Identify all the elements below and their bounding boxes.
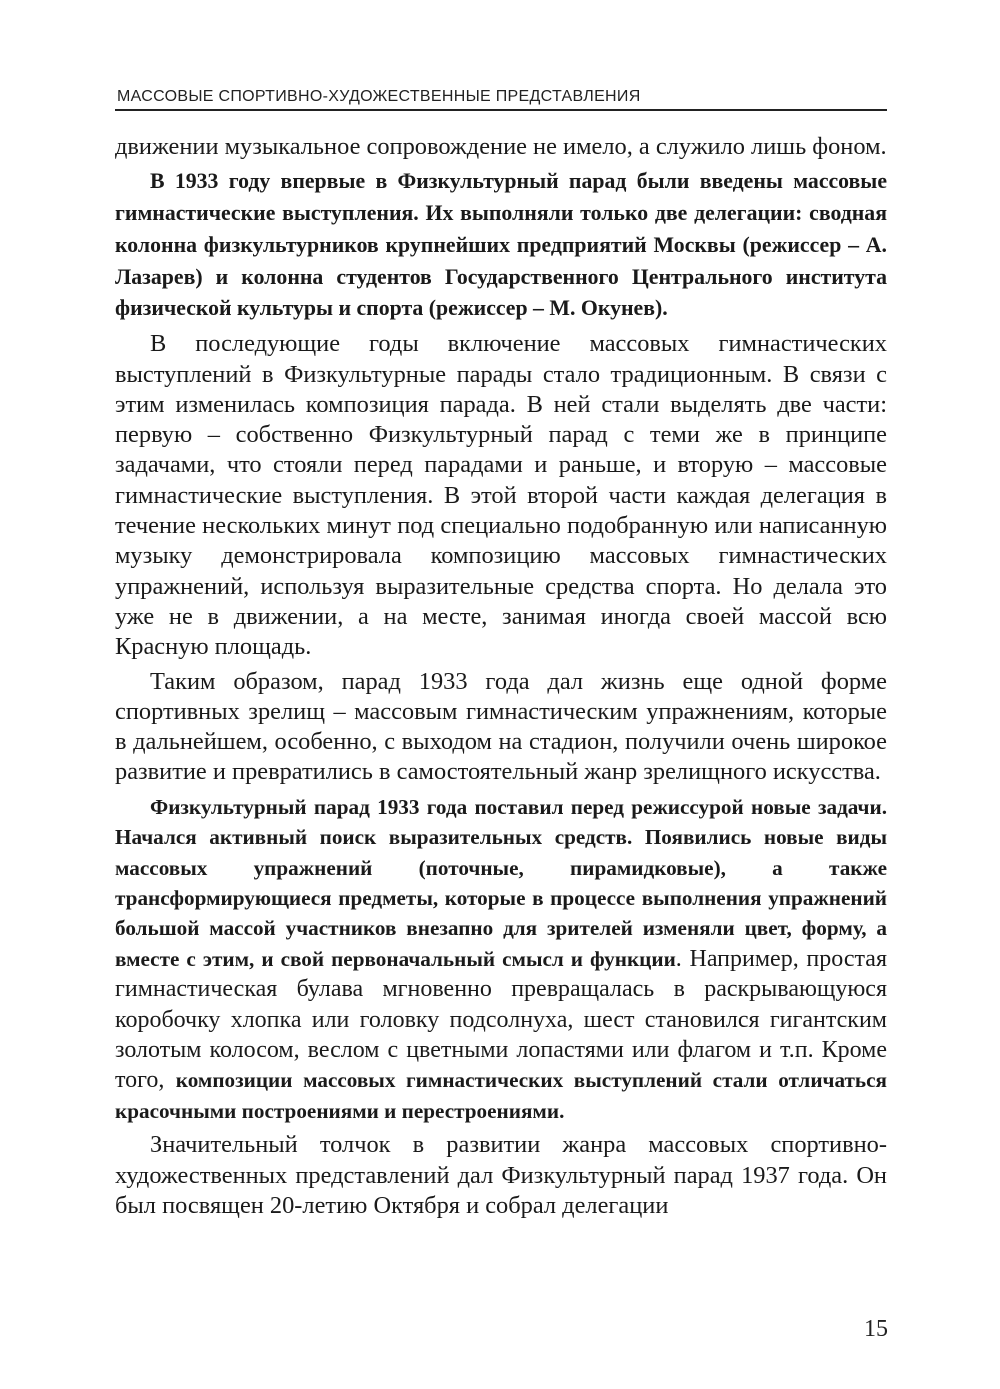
paragraph-5-bold-part-2: композиции массовых гимнастических выступлений стали отличаться красочными построениями и перестроениями. — [115, 1068, 888, 1123]
paragraph-6: Значительный толчок в развитии жанра массовых спортивно-художественных представлений дал Физкультурный парад 1937 года. Он был посвящен 20-летию Октября и собрал делегации — [115, 1131, 887, 1219]
running-header: МАССОВЫЕ СПОРТИВНО-ХУДОЖЕСТВЕННЫЕ ПРЕДСТАВЛЕНИЯ — [117, 88, 641, 105]
paragraph-3: В последующие годы включение массовых гимнастических выступлений в Физкультурные парады стало традиционным. В связи с этим изменилась композиция парада. В ней стали выделять две части: первую – собственно Физкультурный парад с теми же в принципе задачами, что стояли перед парадами и раньше, и вторую – массовые гимнастические выступления. В этой второй части каждая делегация в течение нескольких минут под специально подобранную или написанную музыку демонстрировала композицию массовых гимнастических упражнений, используя выразительные средства спорта. Но делала это уже не в движении, а на месте, занимая иногда своей массой всю Красную площадь. — [115, 330, 887, 661]
paragraph-2: В 1933 году впервые в Физкультурный парад были введены массовые гимнастические выступления. Их выполняли только две делегации: сводная колонна физкультурников крупнейших предприятий Москвы (режиссер – А. Лазарев) и колонна студентов Государственного Центрального института физической культуры и спорта (режиссер – М. Окунев). — [115, 169, 887, 321]
body-text — [115, 132, 887, 1221]
paragraph-5-regular-part: . Например, простая гимнастическая булава мгновенно превращалась в раскрывающуюся коробочку хлопка или головку подсолнуха, шест становился гигантским золотым колосом, веслом с цветными лопастями или флагом и т.п. Кроме того, — [115, 945, 887, 1094]
header-rule — [115, 109, 887, 111]
page-number: 15 — [864, 1316, 888, 1342]
paragraph-5-bold-part-1: Физкультурный парад 1933 года поставил перед режиссурой новые задачи. Начался активный поиск выразительных средств. Появились новые виды массовых упражнений (поточные, пирамидковые), а также трансформирующиеся предметы, которые в процессе выполнения упражнений большой массой участников внезапно для зрителей изменяли цвет, форму, а вместе с этим, и свой первоначальный смысл и функции — [115, 794, 887, 971]
paragraph-1: движении музыкальное сопровождение не имело, а служило лишь фоном. — [115, 133, 887, 160]
paragraph-4: Таким образом, парад 1933 года дал жизнь еще одной форме спортивных зрелищ – массовым гимнастическим упражнениям, которые в дальнейшем, особенно, с выходом на стадион, получили очень широкое развитие и превратились в самостоятельный жанр зрелищного искусства. — [115, 667, 887, 786]
paragraph-5 — [115, 792, 887, 1126]
